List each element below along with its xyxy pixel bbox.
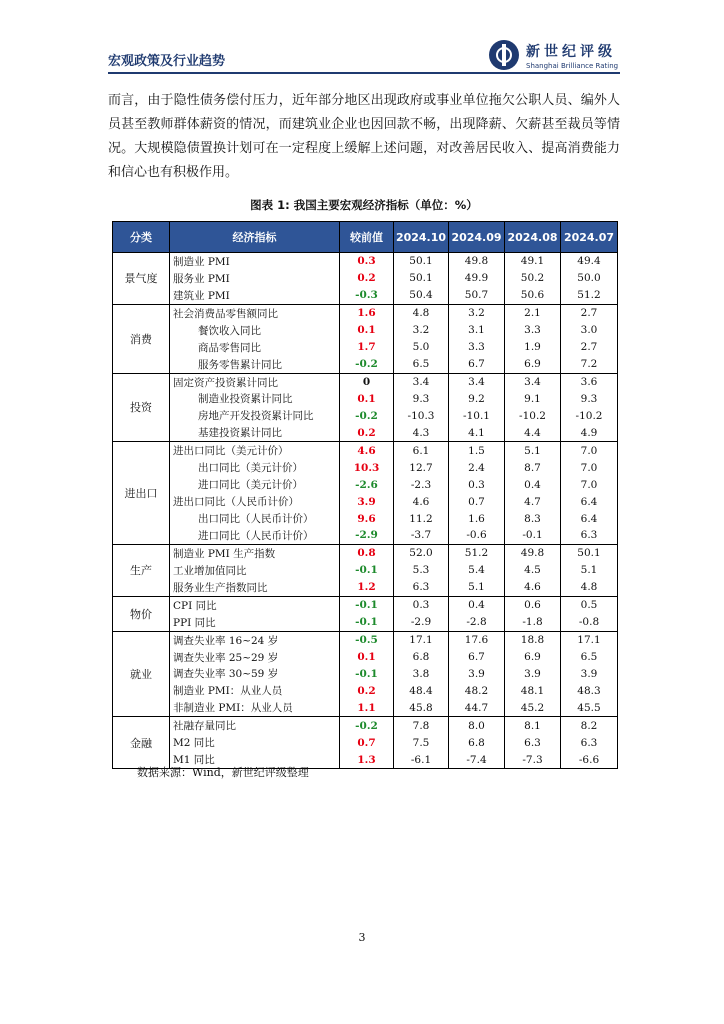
table-row [113,373,618,390]
change-cell: 0.2 [340,270,394,287]
value-cell: 50.7 [449,287,505,304]
indicator-name-cell: 房地产开发投资累计同比 [170,407,340,424]
value-cell: 4.8 [394,304,449,321]
value-cell: 7.0 [561,442,618,459]
indicator-name-cell: 进出口同比（人民币计价） [170,493,340,510]
brand-logo [489,40,618,70]
indicator-name-cell: 服务业生产指数同比 [170,579,340,596]
table-row [113,270,618,287]
macro-indicators-table [112,221,618,769]
value-cell: 51.2 [561,287,618,304]
column-header: 分类 [113,222,170,253]
value-cell: 8.0 [449,717,505,734]
category-cell: 生产 [113,544,170,596]
value-cell: 49.1 [505,253,561,270]
indicator-name-cell: 商品零售同比 [170,339,340,356]
table-row [113,614,618,631]
table-row [113,459,618,476]
body-paragraph: 而言，由于隐性债务偿付压力，近年部分地区出现政府或事业单位拖欠公职人员、编外人员甚至教师群体薪资的情况，而建筑业企业也因回款不畅，出现降薪、欠薪甚至裁员等情况。大规模隐债置换计划可在一定程度上缓解上述问题，对改善居民收入、提高消费能力和信心也有积极作用。 [108,93,620,180]
category-cell: 景气度 [113,253,170,305]
value-cell: 8.2 [561,717,618,734]
value-cell: 5.1 [561,562,618,579]
value-cell: 11.2 [394,510,449,527]
value-cell: 52.0 [394,544,449,561]
value-cell: -7.3 [505,751,561,768]
value-cell: 4.6 [394,493,449,510]
value-cell: 44.7 [449,699,505,716]
table-row [113,493,618,510]
category-cell: 投资 [113,373,170,442]
table-row [113,734,618,751]
change-cell: 0.2 [340,682,394,699]
value-cell: 7.2 [561,356,618,373]
table-row [113,527,618,544]
change-cell: -0.3 [340,287,394,304]
column-header: 2024.07 [561,222,618,253]
indicator-name-cell: 建筑业 PMI [170,287,340,304]
indicator-name-cell: 进口同比（美元计价） [170,476,340,493]
category-cell: 物价 [113,596,170,631]
value-cell: 3.1 [449,322,505,339]
value-cell: 4.9 [561,424,618,441]
table-body [113,253,618,769]
table-row [113,356,618,373]
value-cell: 3.6 [561,373,618,390]
table-row [113,596,618,613]
table-row [113,682,618,699]
value-cell: 50.1 [561,544,618,561]
value-cell: 48.2 [449,682,505,699]
change-cell: 0 [340,373,394,390]
page-number: 3 [358,931,366,944]
change-cell: 0.1 [340,322,394,339]
value-cell: 3.3 [505,322,561,339]
indicator-name-cell: M2 同比 [170,734,340,751]
indicator-name-cell: 服务零售累计同比 [170,356,340,373]
value-cell: 3.0 [561,322,618,339]
column-header: 较前值 [340,222,394,253]
value-cell: -0.1 [505,527,561,544]
change-cell: 1.1 [340,699,394,716]
value-cell: 3.4 [505,373,561,390]
value-cell: 2.7 [561,339,618,356]
value-cell: -2.3 [394,476,449,493]
value-cell: 50.1 [394,253,449,270]
value-cell: 2.1 [505,304,561,321]
value-cell: 3.8 [394,666,449,683]
value-cell: -6.6 [561,751,618,768]
header-divider [108,72,620,74]
column-header: 2024.09 [449,222,505,253]
indicator-name-cell: 服务业 PMI [170,270,340,287]
value-cell: 4.8 [561,579,618,596]
value-cell: 50.1 [394,270,449,287]
value-cell: 8.1 [505,717,561,734]
table-row [113,717,618,734]
table-row [113,476,618,493]
value-cell: 49.8 [449,253,505,270]
value-cell: 6.5 [394,356,449,373]
change-cell: 0.7 [340,734,394,751]
value-cell: 3.4 [449,373,505,390]
value-cell: 7.5 [394,734,449,751]
value-cell: 50.2 [505,270,561,287]
category-cell: 金融 [113,717,170,769]
value-cell: -6.1 [394,751,449,768]
value-cell: 0.7 [449,493,505,510]
indicator-name-cell: 制造业投资累计同比 [170,391,340,408]
category-cell: 就业 [113,631,170,717]
value-cell: -10.2 [561,407,618,424]
table-row [113,649,618,666]
category-cell: 消费 [113,304,170,373]
value-cell: 0.3 [394,596,449,613]
value-cell: 2.4 [449,459,505,476]
indicator-name-cell: 制造业 PMI：从业人员 [170,682,340,699]
table-row [113,544,618,561]
value-cell: 5.3 [394,562,449,579]
table-row [113,699,618,716]
indicator-name-cell: 调查失业率 16~24 岁 [170,631,340,648]
value-cell: 49.8 [505,544,561,561]
value-cell: 4.1 [449,424,505,441]
value-cell: -1.8 [505,614,561,631]
indicator-name-cell: 基建投资累计同比 [170,424,340,441]
category-cell: 进出口 [113,442,170,545]
value-cell: 5.1 [505,442,561,459]
value-cell: -10.2 [505,407,561,424]
value-cell: 9.3 [394,391,449,408]
table-row [113,666,618,683]
value-cell: -10.3 [394,407,449,424]
table-row [113,442,618,459]
value-cell: 8.3 [505,510,561,527]
value-cell: 4.4 [505,424,561,441]
indicator-name-cell: 调查失业率 25~29 岁 [170,649,340,666]
change-cell: -2.9 [340,527,394,544]
value-cell: 6.8 [394,649,449,666]
indicator-name-cell: 工业增加值同比 [170,562,340,579]
value-cell: 7.0 [561,476,618,493]
value-cell: 4.6 [505,579,561,596]
logo-name-cn: 新世纪评级 [526,43,616,60]
indicator-name-cell: PPI 同比 [170,614,340,631]
change-cell: 4.6 [340,442,394,459]
value-cell: 9.3 [561,391,618,408]
change-cell: 9.6 [340,510,394,527]
change-cell: 0.3 [340,253,394,270]
value-cell: -0.6 [449,527,505,544]
indicator-name-cell: 社融存量同比 [170,717,340,734]
table-row [113,339,618,356]
value-cell: 3.2 [449,304,505,321]
value-cell: 7.8 [394,717,449,734]
change-cell: 1.6 [340,304,394,321]
logo-text [526,41,618,70]
value-cell: -3.7 [394,527,449,544]
change-cell: 1.3 [340,751,394,768]
value-cell: 3.2 [394,322,449,339]
value-cell: 6.7 [449,649,505,666]
value-cell: -10.1 [449,407,505,424]
table-row [113,631,618,648]
value-cell: 7.0 [561,459,618,476]
change-cell: 0.1 [340,649,394,666]
value-cell: 48.3 [561,682,618,699]
change-cell: -0.2 [340,407,394,424]
change-cell: -0.1 [340,666,394,683]
value-cell: 45.5 [561,699,618,716]
value-cell: 48.4 [394,682,449,699]
change-cell: -0.2 [340,717,394,734]
value-cell: 6.3 [505,734,561,751]
table-row [113,304,618,321]
value-cell: 17.1 [561,631,618,648]
value-cell: 9.1 [505,391,561,408]
table-row [113,391,618,408]
value-cell: -0.8 [561,614,618,631]
change-cell: -0.1 [340,614,394,631]
value-cell: 3.9 [561,666,618,683]
value-cell: 9.2 [449,391,505,408]
value-cell: 6.5 [561,649,618,666]
indicator-name-cell: 社会消费品零售额同比 [170,304,340,321]
value-cell: 48.1 [505,682,561,699]
value-cell: 4.3 [394,424,449,441]
value-cell: 1.9 [505,339,561,356]
value-cell: 3.9 [505,666,561,683]
column-header: 2024.08 [505,222,561,253]
value-cell: 6.3 [561,527,618,544]
indicator-name-cell: CPI 同比 [170,596,340,613]
value-cell: 0.3 [449,476,505,493]
change-cell: 1.2 [340,579,394,596]
logo-emblem-icon [489,40,519,70]
value-cell: 6.3 [394,579,449,596]
indicator-name-cell: 非制造业 PMI：从业人员 [170,699,340,716]
value-cell: 1.5 [449,442,505,459]
change-cell: -0.1 [340,562,394,579]
value-cell: 45.8 [394,699,449,716]
change-cell: 10.3 [340,459,394,476]
value-cell: 0.6 [505,596,561,613]
indicator-name-cell: 进口同比（人民币计价） [170,527,340,544]
value-cell: 5.0 [394,339,449,356]
value-cell: 6.4 [561,510,618,527]
column-header: 经济指标 [170,222,340,253]
value-cell: 3.9 [449,666,505,683]
value-cell: 5.4 [449,562,505,579]
indicator-name-cell: 出口同比（人民币计价） [170,510,340,527]
table-row [113,424,618,441]
value-cell: 1.6 [449,510,505,527]
table-row [113,562,618,579]
table-row [113,253,618,270]
change-cell: 3.9 [340,493,394,510]
value-cell: 3.4 [394,373,449,390]
change-cell: 0.8 [340,544,394,561]
change-cell: -2.6 [340,476,394,493]
change-cell: 0.1 [340,391,394,408]
value-cell: -2.9 [394,614,449,631]
data-source-note: 数据来源：Wind，新世纪评级整理 [137,766,309,779]
table-row [113,287,618,304]
value-cell: 49.4 [561,253,618,270]
value-cell: 17.1 [394,631,449,648]
value-cell: 3.3 [449,339,505,356]
logo-name-en: Shanghai Brilliance Rating [526,61,619,70]
value-cell: 49.9 [449,270,505,287]
table-row [113,579,618,596]
value-cell: 50.6 [505,287,561,304]
table-row [113,407,618,424]
indicator-name-cell: M1 同比 [170,751,340,768]
value-cell: 50.4 [394,287,449,304]
change-cell: 0.2 [340,424,394,441]
change-cell: -0.2 [340,356,394,373]
indicator-name-cell: 餐饮收入同比 [170,322,340,339]
value-cell: 8.7 [505,459,561,476]
value-cell: 6.4 [561,493,618,510]
indicator-name-cell: 制造业 PMI [170,253,340,270]
value-cell: 5.1 [449,579,505,596]
value-cell: -2.8 [449,614,505,631]
value-cell: -7.4 [449,751,505,768]
table-row [113,322,618,339]
value-cell: 4.5 [505,562,561,579]
value-cell: 2.7 [561,304,618,321]
value-cell: 51.2 [449,544,505,561]
value-cell: 6.3 [561,734,618,751]
header-title: 宏观政策及行业趋势 [108,54,226,69]
table-header-row [113,222,618,253]
value-cell: 6.8 [449,734,505,751]
indicator-name-cell: 制造业 PMI 生产指数 [170,544,340,561]
value-cell: 45.2 [505,699,561,716]
value-cell: 17.6 [449,631,505,648]
indicator-name-cell: 调查失业率 30~59 岁 [170,666,340,683]
table-caption: 图表 1: 我国主要宏观经济指标（单位：%） [250,198,478,212]
column-header: 2024.10 [394,222,449,253]
indicator-name-cell: 进出口同比（美元计价） [170,442,340,459]
change-cell: -0.5 [340,631,394,648]
value-cell: 0.4 [449,596,505,613]
indicator-name-cell: 出口同比（美元计价） [170,459,340,476]
value-cell: 6.7 [449,356,505,373]
value-cell: 6.9 [505,356,561,373]
value-cell: 6.1 [394,442,449,459]
value-cell: 12.7 [394,459,449,476]
value-cell: 50.0 [561,270,618,287]
value-cell: 18.8 [505,631,561,648]
value-cell: 4.7 [505,493,561,510]
change-cell: -0.1 [340,596,394,613]
value-cell: 0.4 [505,476,561,493]
table-row [113,510,618,527]
value-cell: 0.5 [561,596,618,613]
change-cell: 1.7 [340,339,394,356]
indicator-name-cell: 固定资产投资累计同比 [170,373,340,390]
value-cell: 6.9 [505,649,561,666]
